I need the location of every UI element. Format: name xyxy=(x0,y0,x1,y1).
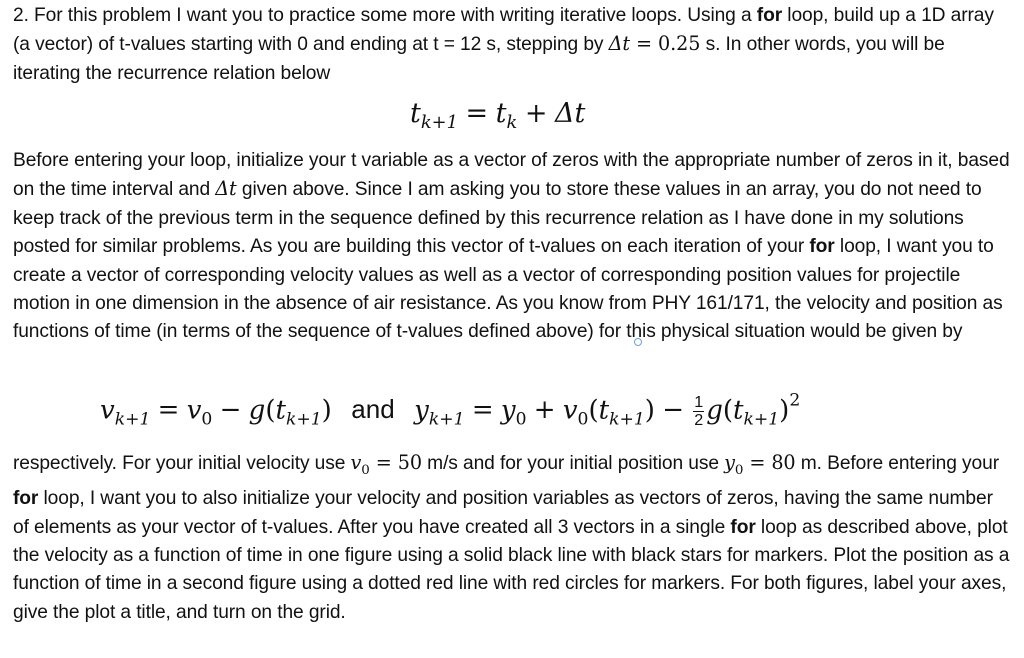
eq2-lparen: ( xyxy=(265,395,276,426)
eq2-lparen3: ( xyxy=(722,395,734,426)
delta-t-symbol-2: Δt xyxy=(215,177,237,201)
v0-subscript: 0 xyxy=(361,462,370,478)
instructions-paragraph xyxy=(13,449,1013,627)
eq2-rparen2: ) xyxy=(644,395,655,426)
eq2-g2: g xyxy=(706,395,723,426)
eq2-half-fraction xyxy=(693,394,704,429)
v0-value: = 50 xyxy=(369,451,422,474)
instr-text-5: loop as described above, plot the velocity as a function of time in one figure using a solid black line with black stars for markers. Plot the position as a function of time in a second figure using a dotted red line with red circles for markers. For both figures, label your axes, give the plot a title, and turn on the grid. xyxy=(13,516,1010,623)
y0-symbol: y xyxy=(724,451,735,474)
eq2-equals2: = xyxy=(471,395,494,426)
eq2-rparen: ) xyxy=(321,395,332,426)
text-cursor-marker xyxy=(634,338,642,346)
eq2-v0b: v xyxy=(562,395,578,426)
eq2-y: y xyxy=(414,395,429,426)
instr-text-1: respectively. For your initial velocity use xyxy=(13,453,351,474)
initialization-paragraph xyxy=(13,147,1013,347)
v0-symbol: v xyxy=(350,451,362,474)
eq2-equals: = xyxy=(157,395,180,426)
intro-text-3: s. In other words, you will be iterating the recurrence relation below xyxy=(13,34,945,84)
eq2-y0: y xyxy=(500,395,516,426)
intro-text-2: loop, build up a 1D array (a vector) of t-values starting with 0 and ending at t = 12 s, stepping by xyxy=(13,5,994,56)
eq2-sub-k1c: k+1 xyxy=(428,409,465,430)
eq2-sub-k1: k+1 xyxy=(114,409,151,430)
eq1-t: t xyxy=(410,98,421,129)
eq2-sub-0b: 0 xyxy=(515,409,527,430)
eq2-t2: t xyxy=(598,395,610,426)
eq1-t2: t xyxy=(495,98,507,129)
eq2-frac-den: 2 xyxy=(694,410,704,429)
for-keyword-2: for xyxy=(809,236,835,258)
init-text-1: Before entering your loop, initialize your t variable as a vector of zeros with the appropriate number of zeros in it, based on the time interval and xyxy=(13,150,1010,201)
eq1-sub-k: k xyxy=(506,112,518,134)
delta-t-symbol: Δt xyxy=(608,32,631,56)
eq2-lparen2: ( xyxy=(588,395,599,426)
init-text-2: given above. Since I am asking you to store these values in an array, you do not need to keep track of the previous term in the sequence defined by this recurrence relation as I have done in my solutions posted for similar problems. As you are building this vector of t-values on each iteration of your xyxy=(13,179,982,258)
eq1-delta-t: Δt xyxy=(555,98,586,129)
eq2-frac-num: 1 xyxy=(694,393,704,411)
eq2-g: g xyxy=(248,395,266,426)
eq2-sub-0: 0 xyxy=(201,409,213,430)
eq2-plus: + xyxy=(533,395,556,426)
instr-text-2: m/s and for your initial position use xyxy=(421,453,725,474)
eq2-sub-0c: 0 xyxy=(577,409,589,430)
motion-equations xyxy=(100,390,801,430)
eq2-sub-k1b: k+1 xyxy=(285,409,322,430)
instr-text-3: m. Before entering your xyxy=(795,453,999,474)
for-keyword-3: for xyxy=(13,488,39,510)
eq2-sub-k1e: k+1 xyxy=(743,409,780,430)
eq2-v0: v xyxy=(186,395,202,426)
equals-sign: = xyxy=(630,32,659,56)
problem-intro-paragraph xyxy=(13,2,1013,88)
eq2-square: 2 xyxy=(789,390,801,411)
intro-text-1: 2. For this problem I want you to practice some more with writing iterative loops. Using a xyxy=(13,5,757,26)
init-text-3: loop, I want you to create a vector of corresponding velocity values as well as a vector of corresponding position values for projectile motion in one dimension in the absence of air resistance. As you know from PHY 161/171, the velocity and position as functions of time (in terms of the sequence of t-values defined above) for this physical situation would be given by xyxy=(13,236,1003,343)
y0-subscript: 0 xyxy=(734,462,744,478)
eq2-v: v xyxy=(100,395,115,426)
for-keyword-4: for xyxy=(730,516,756,538)
for-keyword: for xyxy=(756,5,783,26)
eq2-rparen3: ) xyxy=(779,395,790,426)
delta-t-value: 0.25 xyxy=(658,32,701,56)
eq1-plus: + xyxy=(524,98,548,129)
eq2-and-word: and xyxy=(351,394,395,425)
recurrence-equation xyxy=(410,98,586,134)
eq2-t3: t xyxy=(733,395,744,426)
eq2-minus2: − xyxy=(662,395,684,426)
eq2-sub-k1d: k+1 xyxy=(609,409,645,430)
eq1-sub-k1: k+1 xyxy=(420,112,458,134)
eq1-equals: = xyxy=(465,98,489,129)
y0-value: = 80 xyxy=(743,451,796,474)
instr-text-4: loop, I want you to also initialize your velocity and position variables as vectors of zeros, having the same number of elements as your vector of t-values. After you have created all 3 vectors in a single xyxy=(13,488,993,538)
eq2-minus: − xyxy=(219,395,242,426)
eq2-t: t xyxy=(275,395,286,426)
